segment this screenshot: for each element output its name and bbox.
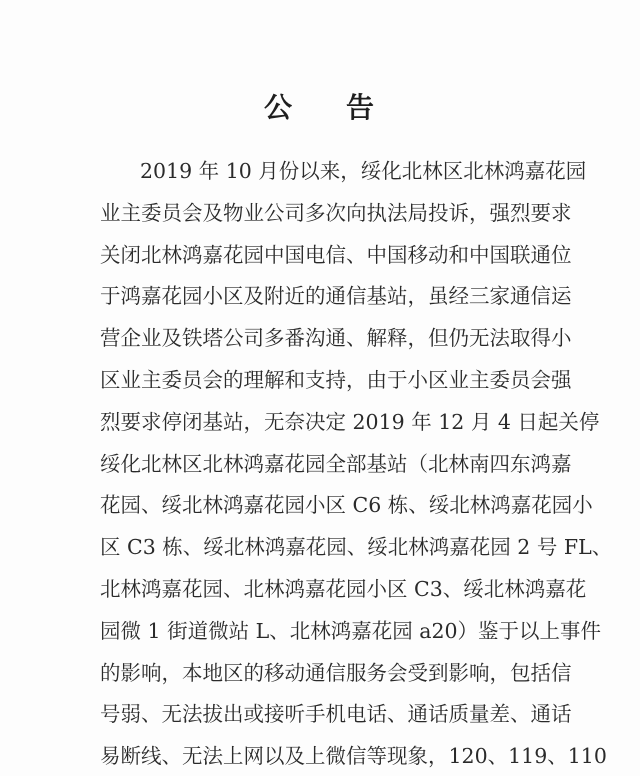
body-line: 园微 1 街道微站 L、北林鸿嘉花园 a20）鉴于以上事件: [100, 618, 602, 643]
body-line: 的影响，本地区的移动通信服务会受到影响，包括信: [100, 660, 572, 685]
notice-title: [0, 86, 640, 126]
body-line: 营企业及铁塔公司多番沟通、解释，但仍无法取得小: [100, 326, 572, 351]
body-line: 区 C3 栋、绥北林鸿嘉花园、绥北林鸿嘉花园 2 号 FL、: [100, 535, 613, 560]
body-line: 烈要求停闭基站，无奈决定 2019 年 12 月 4 日起关停: [100, 409, 600, 434]
notice-body: [100, 151, 613, 778]
title-char: 告: [346, 91, 377, 124]
title-char: 公: [263, 91, 294, 124]
body-line: 号弱、无法拔出或接听手机电话、通话质量差、通话: [100, 702, 572, 727]
body-line: 绥化北林区北林鸿嘉花园全部基站（北林南四东鸿嘉: [100, 451, 572, 476]
body-line: 于鸿嘉花园小区及附近的通信基站，虽经三家通信运: [100, 284, 572, 309]
body-line: 关闭北林鸿嘉花园中国电信、中国移动和中国联通位: [100, 242, 572, 267]
body-line: 2019 年 10 月份以来，绥化北林区北林鸿嘉花园: [140, 159, 587, 183]
body-line: 业主委员会及物业公司多次向执法局投诉，强烈要求: [100, 200, 572, 225]
body-line: 区业主委员会的理解和支持，由于小区业主委员会强: [100, 367, 572, 392]
body-line: 花园、绥北林鸿嘉花园小区 C6 栋、绥北林鸿嘉花园小: [100, 493, 593, 518]
body-line: 北林鸿嘉花园、北林鸿嘉花园小区 C3、绥北林鸿嘉花: [100, 576, 587, 601]
body-line: 易断线、无法上网以及上微信等现象，120、119、110: [100, 744, 607, 769]
